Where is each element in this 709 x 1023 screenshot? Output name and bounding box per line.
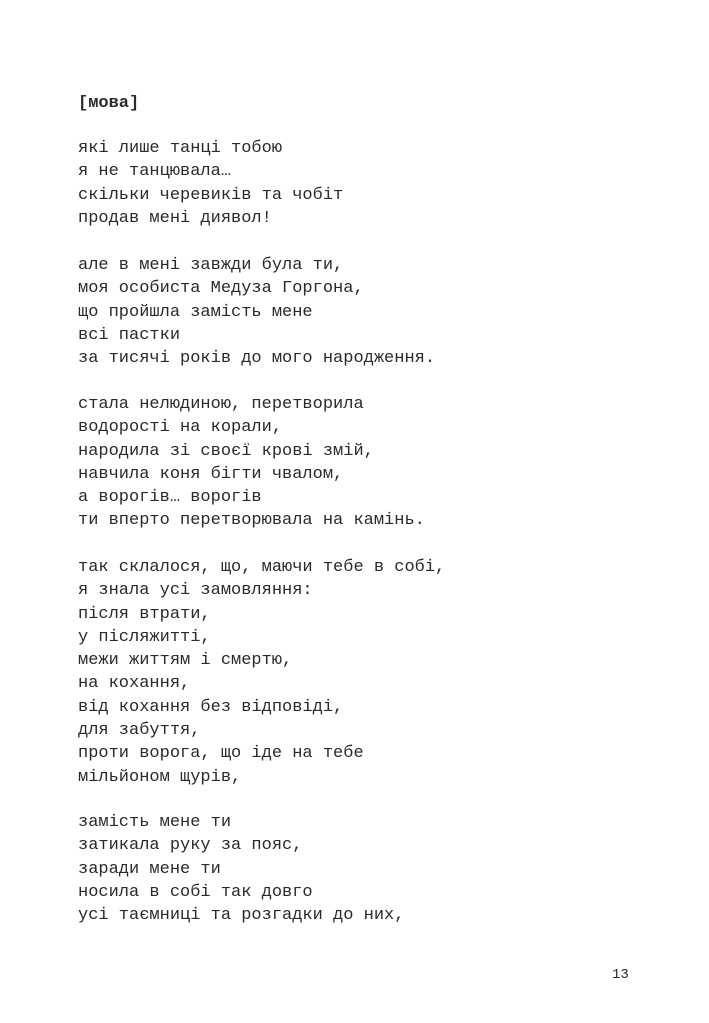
poem-title: [мова] (78, 94, 140, 113)
poem-line: проти ворога, що іде на тебе (78, 744, 364, 764)
poem-line: після втрати, (78, 604, 211, 624)
stanza-5 (78, 811, 404, 927)
poem-line: що пройшла замість мене (78, 302, 313, 322)
poem-line: за тисячі років до мого народження. (78, 349, 436, 369)
stanza-4 (78, 556, 445, 789)
poem-line: від кохання без відповіді, (78, 697, 344, 717)
poem-line: на кохання, (78, 674, 191, 694)
poem-line: усі таємниці та розгадки до них, (78, 906, 405, 926)
poem-line: всі пастки (78, 325, 181, 345)
poem-line: носила в собі так довго (78, 882, 313, 902)
poem-line: водорості на корали, (78, 418, 283, 438)
stanza-1 (78, 137, 343, 230)
poem-line: заради мене ти (78, 859, 221, 879)
poem-line: затикала руку за пояс, (78, 836, 303, 856)
poem-line: мільйоном щурів, (78, 767, 242, 787)
poem-line: у післяжитті, (78, 627, 211, 647)
poem-line: які лише танці тобою (78, 139, 283, 158)
poem-line: скільки черевиків та чобіт (78, 185, 344, 205)
poem-line: я знала усі замовляння: (78, 581, 313, 601)
page-number: 13 (612, 967, 629, 983)
poem-line: замість мене ти (78, 813, 232, 832)
poem-line: продав мені диявол! (78, 208, 272, 228)
stanza-3 (78, 393, 425, 533)
poem-line: для забуття, (78, 721, 201, 741)
poem-line: але в мені завжди була ти, (78, 256, 344, 275)
poem-line: стала нелюдиною, перетворила (78, 395, 364, 414)
stanza-2 (78, 254, 435, 370)
poem-line: ти вперто перетворювала на камінь. (78, 511, 425, 531)
poem-line: так склалося, що, маючи тебе в собі, (78, 558, 446, 577)
poem-line: навчила коня бігти чвалом, (78, 464, 344, 484)
poem-line: моя особиста Медуза Горгона, (78, 279, 364, 299)
poem-line: я не танцювала… (78, 162, 232, 182)
poem-line: народила зі своєї крові змій, (78, 441, 374, 461)
poem-line: межи життям і смертю, (78, 651, 293, 671)
poem-line: а ворогів… ворогів (78, 488, 262, 508)
